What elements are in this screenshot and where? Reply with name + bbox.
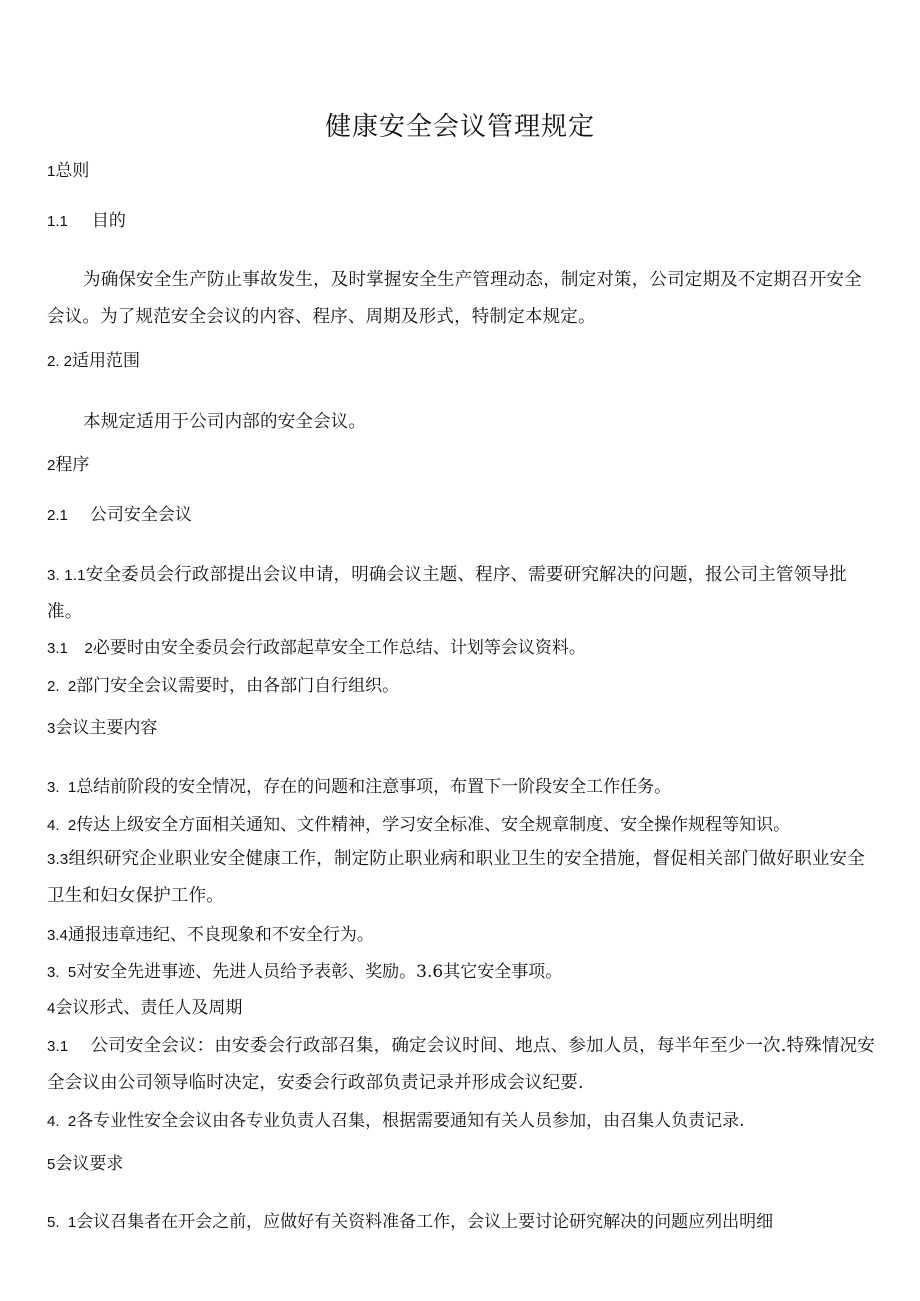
item-number: 4. 2 — [47, 1113, 77, 1130]
subsection-heading — [47, 209, 126, 234]
item-number: 4. 2 — [47, 817, 77, 834]
paragraph-text: 本规定适用于公司内部的安全会议。 — [83, 412, 367, 432]
item-number: 3.4 — [47, 927, 68, 944]
paragraph — [47, 557, 875, 631]
list-item — [47, 813, 790, 838]
list-item — [47, 1210, 773, 1235]
subsection-heading — [47, 503, 192, 528]
paragraph-text: 为确保安全生产防止事故发生，及时掌握安全生产管理动态，制定对策，公司定期及不定期召开安全会议。为了规范安全会议的内容、程序、周期及形式，特制定本规定。 — [47, 270, 862, 327]
section-text: 适用范围 — [72, 351, 141, 371]
item-text: 总结前阶段的安全情况，存在的问题和注意事项，布置下一阶段安全工作任务。 — [76, 777, 672, 797]
paragraph-text — [47, 841, 875, 915]
paragraph — [47, 1028, 875, 1102]
section-text: 程序 — [55, 455, 90, 475]
section-number: 1 — [47, 163, 56, 180]
section-text: 公司安全会议 — [89, 505, 192, 525]
subsection-heading — [47, 349, 140, 374]
list-item — [47, 636, 586, 661]
item-text: 对安全先进事迹、先进人员给予表彰、奖励。3.6其它安全事项。 — [76, 962, 563, 982]
section-number: 5 — [47, 1156, 56, 1173]
item-text: 传达上级安全方面相关通知、文件精神，学习安全标准、安全规章制度、安全操作规程等知识。 — [76, 815, 791, 835]
item-number: 3. 1 — [47, 779, 77, 796]
list-item — [47, 674, 399, 699]
paragraph — [47, 262, 875, 336]
paragraph — [47, 841, 875, 915]
item-text: 通报违章违纪、不良现象和不安全行为。 — [67, 925, 374, 945]
paragraph-text — [47, 557, 875, 631]
section-heading — [47, 716, 157, 741]
section-text: 目的 — [91, 211, 126, 231]
item-text: 必要时由安全委员会行政部起草安全工作总结、计划等会议资料。 — [92, 638, 586, 658]
list-item — [47, 1109, 745, 1134]
list-item — [47, 960, 562, 985]
item-text: 部门安全会议需要时，由各部门自行组织。 — [76, 676, 400, 696]
list-item — [47, 923, 374, 948]
section-number: 3 — [47, 720, 56, 737]
item-number: 3. 5 — [47, 964, 77, 981]
item-text: 会议召集者在开会之前，应做好有关资料准备工作，会议上要讨论研究解决的问题应列出明细 — [76, 1212, 774, 1232]
section-number: 2 — [47, 457, 56, 474]
section-number: 2.1 — [47, 507, 68, 524]
section-heading — [47, 453, 89, 478]
item-text: 各专业性安全会议由各专业负责人召集，根据需要通知有关人员参加，由召集人负责记录. — [76, 1111, 745, 1131]
section-number: 1.1 — [47, 213, 68, 230]
section-number: 4 — [47, 1000, 56, 1017]
item-number: 5. 1 — [47, 1214, 77, 1231]
document-title: 健康安全会议管理规定 — [324, 112, 595, 142]
section-heading — [47, 1152, 123, 1177]
section-heading — [47, 996, 242, 1021]
list-item — [47, 775, 671, 800]
section-text: 会议主要内容 — [55, 718, 158, 738]
item-text: 公司安全会议：由安委会行政部召集，确定会议时间、地点、参加人员，每半年至少一次.特殊情况安全会议由公司领导临时决定，安委会行政部负责记录并形成会议纪要. — [47, 1036, 876, 1093]
paragraph — [47, 404, 875, 441]
section-text: 总则 — [55, 161, 90, 181]
paragraph-text — [47, 1028, 875, 1102]
section-number: 2. 2 — [47, 353, 73, 370]
item-number: 3. 1.1 — [47, 567, 86, 584]
item-number: 3.1 — [47, 1038, 69, 1055]
item-text: 组织研究企业职业安全健康工作，制定防止职业病和职业卫生的安全措施，督促相关部门做好职业安全卫生和妇女保护工作。 — [47, 849, 865, 906]
section-heading — [47, 159, 89, 184]
item-number: 3.3 — [47, 851, 69, 868]
section-text: 会议要求 — [55, 1154, 124, 1174]
item-number: 2. 2 — [47, 678, 77, 695]
item-number: 3.1 2 — [47, 640, 93, 657]
section-text: 会议形式、责任人及周期 — [55, 998, 243, 1018]
item-text: 安全委员会行政部提出会议申请，明确会议主题、程序、需要研究解决的问题，报公司主管领导批准。 — [47, 565, 847, 622]
